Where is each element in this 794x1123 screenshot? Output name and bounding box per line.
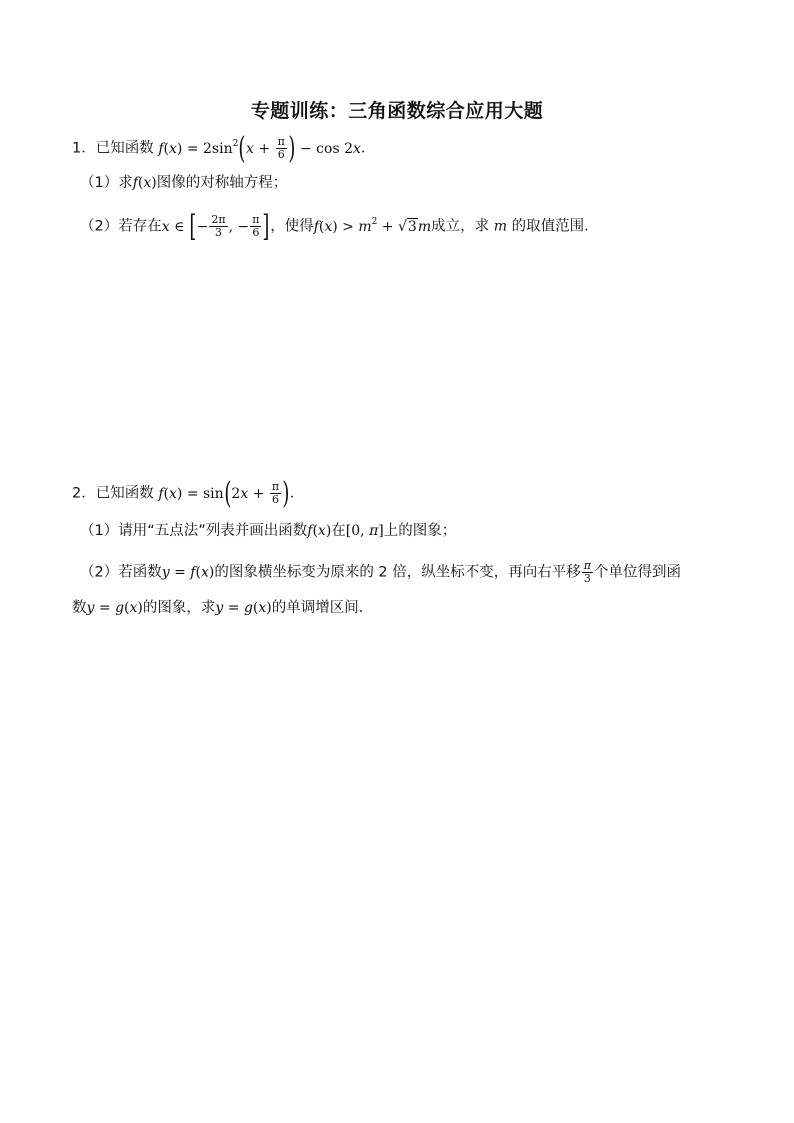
- part-text-before: 若存在: [118, 218, 162, 235]
- part-text-mid: 在: [331, 523, 346, 539]
- part-text-mid: ，使得: [270, 218, 314, 235]
- problem-1-part-1: [80, 173, 287, 193]
- formula-f-def-2: f(x) = sin(2x + $\frac{\pi}{6}$ ): [158, 475, 290, 511]
- problem-1-part-2: [80, 208, 599, 244]
- part-text-mid2: 成立，求: [431, 218, 490, 235]
- part-line2-prefix: 数: [72, 600, 87, 616]
- formula-pi-3: $\frac{\pi}{3}$: [583, 559, 592, 585]
- problem-2-stem: [72, 475, 305, 511]
- part-label: （2）: [80, 218, 119, 235]
- part-text-after: 图像的对称轴方程；: [156, 175, 288, 191]
- problem-1-stem-prefix: 已知函数: [95, 140, 154, 157]
- formula-y-gx-2: y = g(x): [215, 600, 272, 616]
- problem-2-part-2: [80, 560, 681, 585]
- formula-inequality: f(x) > m2 + √3m: [313, 217, 432, 235]
- problem-1-number: 1．: [72, 140, 96, 157]
- part-label: （1）: [80, 523, 119, 539]
- part-text-before: 若函数: [118, 564, 162, 581]
- formula-f-def: f(x) = 2sin2(x + $\frac{\pi}{6}$ ) − cos 2x: [158, 130, 361, 166]
- part-label: （1）: [80, 175, 119, 191]
- formula-interval: x ∈ [− $\frac{2\pi}{3}$ , − $\frac{\pi}{6}$ ]: [161, 208, 270, 244]
- problem-1-stem: [72, 130, 376, 166]
- problem-2-stem-prefix: 已知函数: [95, 485, 154, 502]
- var-m: m: [493, 218, 508, 235]
- part-text-mid: 的图象横坐标变为原来的 2 倍，纵坐标不变，再向右平移: [214, 564, 581, 581]
- formula-domain: [0, π]: [345, 523, 384, 539]
- part-text-after: 上的图象；: [383, 523, 457, 539]
- problem-2-stem-suffix: ．: [289, 485, 305, 502]
- part-text-before: 求: [118, 175, 133, 191]
- problem-2-number: 2．: [72, 485, 96, 502]
- part-text-before: 请用“五点法”列表并画出函数: [118, 523, 308, 539]
- formula-fx: f(x): [132, 175, 157, 191]
- problem-2-part-1: [80, 521, 456, 541]
- part-line2-mid: 的图象，求: [142, 600, 216, 616]
- problem-2-part-2-cont: [72, 598, 373, 618]
- part-text-after: 的取值范围．: [511, 218, 599, 235]
- formula-y-gx: y = g(x): [86, 600, 143, 616]
- part-text-after: 个单位得到函: [594, 564, 682, 581]
- problem-1-stem-suffix: ．: [360, 140, 376, 157]
- part-line2-after: 的单调增区间．: [271, 600, 374, 616]
- page-title: 专题训练：三角函数综合应用大题: [250, 100, 544, 122]
- part-label: （2）: [80, 564, 119, 581]
- formula-y-fx: y = f(x): [161, 564, 215, 581]
- formula-fx: f(x): [307, 523, 332, 539]
